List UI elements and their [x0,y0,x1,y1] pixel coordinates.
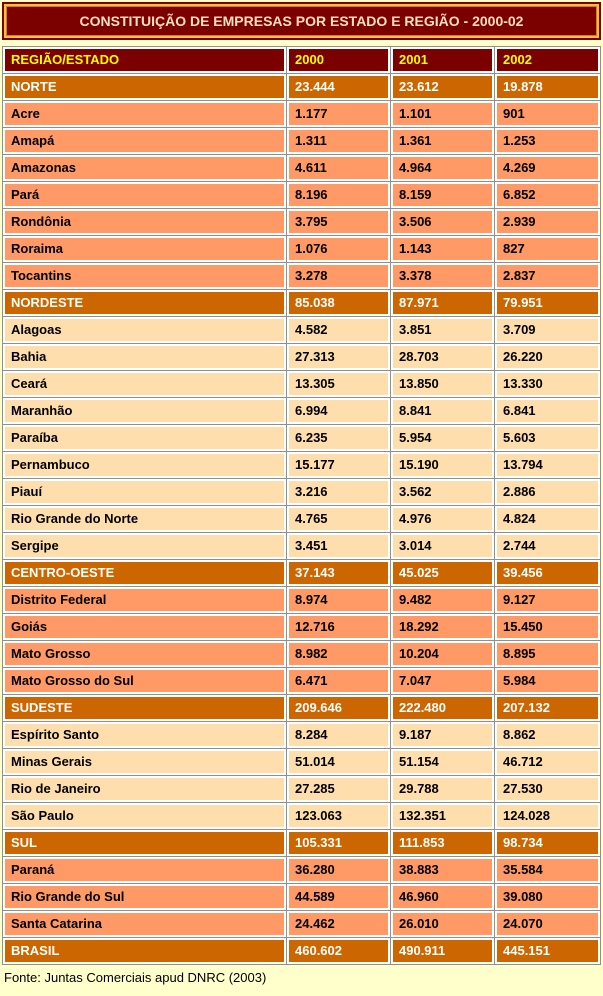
state-name-cell: Amapá [3,128,286,154]
value-cell: 1.311 [287,128,390,154]
value-cell: 3.278 [287,263,390,289]
value-cell: 827 [495,236,600,262]
value-cell: 209.646 [287,695,390,721]
value-cell: 26.220 [495,344,600,370]
value-cell: 39.456 [495,560,600,586]
data-table [2,46,601,965]
page [0,2,603,996]
value-cell: 460.602 [287,938,390,964]
value-cell: 3.709 [495,317,600,343]
value-cell: 23.612 [391,74,494,100]
region-row [3,560,600,586]
value-cell: 3.378 [391,263,494,289]
value-cell: 4.976 [391,506,494,532]
value-cell: 12.716 [287,614,390,640]
page-title: CONSTITUIÇÃO DE EMPRESAS POR ESTADO E REGIÃO - 2000-02 [2,2,601,40]
value-cell: 1.361 [391,128,494,154]
value-cell: 4.269 [495,155,600,181]
value-cell: 27.313 [287,344,390,370]
state-row [3,479,600,505]
state-row [3,857,600,883]
state-row [3,263,600,289]
state-name-cell: Piauí [3,479,286,505]
value-cell: 7.047 [391,668,494,694]
value-cell: 490.911 [391,938,494,964]
state-row [3,533,600,559]
value-cell: 51.154 [391,749,494,775]
state-name-cell: Amazonas [3,155,286,181]
region-name-cell: SUDESTE [3,695,286,721]
state-name-cell: Paraíba [3,425,286,451]
state-name-cell: Bahia [3,344,286,370]
value-cell: 23.444 [287,74,390,100]
region-name-cell: NORDESTE [3,290,286,316]
value-cell: 105.331 [287,830,390,856]
value-cell: 39.080 [495,884,600,910]
value-cell: 445.151 [495,938,600,964]
value-cell: 13.330 [495,371,600,397]
value-cell: 24.462 [287,911,390,937]
state-name-cell: Roraima [3,236,286,262]
value-cell: 222.480 [391,695,494,721]
state-name-cell: Pernambuco [3,452,286,478]
value-cell: 98.734 [495,830,600,856]
state-name-cell: São Paulo [3,803,286,829]
state-name-cell: Mato Grosso do Sul [3,668,286,694]
value-cell: 10.204 [391,641,494,667]
value-cell: 6.994 [287,398,390,424]
source-note: Fonte: Juntas Comerciais apud DNRC (2003) [4,970,267,985]
state-name-cell: Rio Grande do Sul [3,884,286,910]
value-cell: 1.143 [391,236,494,262]
state-row [3,803,600,829]
state-name-cell: Alagoas [3,317,286,343]
state-row [3,749,600,775]
state-row [3,776,600,802]
column-header-cell: REGIÃO/ESTADO [3,47,286,73]
state-row [3,641,600,667]
value-cell: 901 [495,101,600,127]
state-name-cell: Maranhão [3,398,286,424]
total-name-cell: BRASIL [3,938,286,964]
value-cell: 4.964 [391,155,494,181]
region-name-cell: SUL [3,830,286,856]
value-cell: 1.101 [391,101,494,127]
state-row [3,182,600,208]
state-name-cell: Espírito Santo [3,722,286,748]
state-row [3,155,600,181]
value-cell: 2.744 [495,533,600,559]
state-name-cell: Tocantins [3,263,286,289]
value-cell: 19.878 [495,74,600,100]
value-cell: 8.159 [391,182,494,208]
region-row [3,74,600,100]
state-row [3,884,600,910]
value-cell: 1.076 [287,236,390,262]
value-cell: 28.703 [391,344,494,370]
value-cell: 85.038 [287,290,390,316]
state-row [3,911,600,937]
value-cell: 3.014 [391,533,494,559]
value-cell: 123.063 [287,803,390,829]
value-cell: 207.132 [495,695,600,721]
value-cell: 111.853 [391,830,494,856]
state-row [3,452,600,478]
state-row [3,128,600,154]
value-cell: 8.862 [495,722,600,748]
value-cell: 38.883 [391,857,494,883]
state-name-cell: Ceará [3,371,286,397]
value-cell: 46.960 [391,884,494,910]
value-cell: 8.841 [391,398,494,424]
value-cell: 35.584 [495,857,600,883]
value-cell: 15.450 [495,614,600,640]
state-name-cell: Rio Grande do Norte [3,506,286,532]
value-cell: 2.837 [495,263,600,289]
state-row [3,425,600,451]
value-cell: 6.852 [495,182,600,208]
column-header-cell: 2002 [495,47,600,73]
value-cell: 3.506 [391,209,494,235]
value-cell: 46.712 [495,749,600,775]
value-cell: 15.177 [287,452,390,478]
value-cell: 4.765 [287,506,390,532]
value-cell: 2.886 [495,479,600,505]
value-cell: 3.451 [287,533,390,559]
value-cell: 3.216 [287,479,390,505]
value-cell: 4.824 [495,506,600,532]
value-cell: 26.010 [391,911,494,937]
value-cell: 27.530 [495,776,600,802]
value-cell: 15.190 [391,452,494,478]
column-header-cell: 2000 [287,47,390,73]
state-row [3,344,600,370]
region-name-cell: CENTRO-OESTE [3,560,286,586]
value-cell: 29.788 [391,776,494,802]
value-cell: 36.280 [287,857,390,883]
value-cell: 5.984 [495,668,600,694]
value-cell: 4.611 [287,155,390,181]
value-cell: 3.795 [287,209,390,235]
total-row [3,938,600,964]
value-cell: 8.974 [287,587,390,613]
region-name-cell: NORTE [3,74,286,100]
value-cell: 87.971 [391,290,494,316]
value-cell: 124.028 [495,803,600,829]
state-row [3,668,600,694]
value-cell: 6.471 [287,668,390,694]
value-cell: 3.851 [391,317,494,343]
value-cell: 27.285 [287,776,390,802]
value-cell: 5.603 [495,425,600,451]
value-cell: 5.954 [391,425,494,451]
state-row [3,209,600,235]
state-name-cell: Rio de Janeiro [3,776,286,802]
value-cell: 37.143 [287,560,390,586]
state-row [3,587,600,613]
state-name-cell: Sergipe [3,533,286,559]
value-cell: 13.305 [287,371,390,397]
value-cell: 8.196 [287,182,390,208]
value-cell: 1.177 [287,101,390,127]
value-cell: 8.895 [495,641,600,667]
value-cell: 2.939 [495,209,600,235]
value-cell: 8.284 [287,722,390,748]
value-cell: 1.253 [495,128,600,154]
state-row [3,101,600,127]
value-cell: 6.235 [287,425,390,451]
value-cell: 9.127 [495,587,600,613]
state-name-cell: Minas Gerais [3,749,286,775]
state-name-cell: Distrito Federal [3,587,286,613]
state-name-cell: Goiás [3,614,286,640]
value-cell: 24.070 [495,911,600,937]
value-cell: 9.482 [391,587,494,613]
value-cell: 45.025 [391,560,494,586]
value-cell: 8.982 [287,641,390,667]
region-row [3,830,600,856]
value-cell: 51.014 [287,749,390,775]
state-row [3,722,600,748]
state-name-cell: Pará [3,182,286,208]
state-row [3,236,600,262]
value-cell: 4.582 [287,317,390,343]
state-name-cell: Mato Grosso [3,641,286,667]
region-row [3,695,600,721]
value-cell: 9.187 [391,722,494,748]
state-row [3,398,600,424]
state-name-cell: Santa Catarina [3,911,286,937]
state-name-cell: Acre [3,101,286,127]
state-row [3,506,600,532]
state-name-cell: Rondônia [3,209,286,235]
value-cell: 79.951 [495,290,600,316]
column-header-cell: 2001 [391,47,494,73]
state-name-cell: Paraná [3,857,286,883]
state-row [3,371,600,397]
state-row [3,317,600,343]
value-cell: 18.292 [391,614,494,640]
region-row [3,290,600,316]
header-row [3,47,600,73]
value-cell: 6.841 [495,398,600,424]
value-cell: 132.351 [391,803,494,829]
value-cell: 13.850 [391,371,494,397]
value-cell: 13.794 [495,452,600,478]
state-row [3,614,600,640]
value-cell: 3.562 [391,479,494,505]
value-cell: 44.589 [287,884,390,910]
